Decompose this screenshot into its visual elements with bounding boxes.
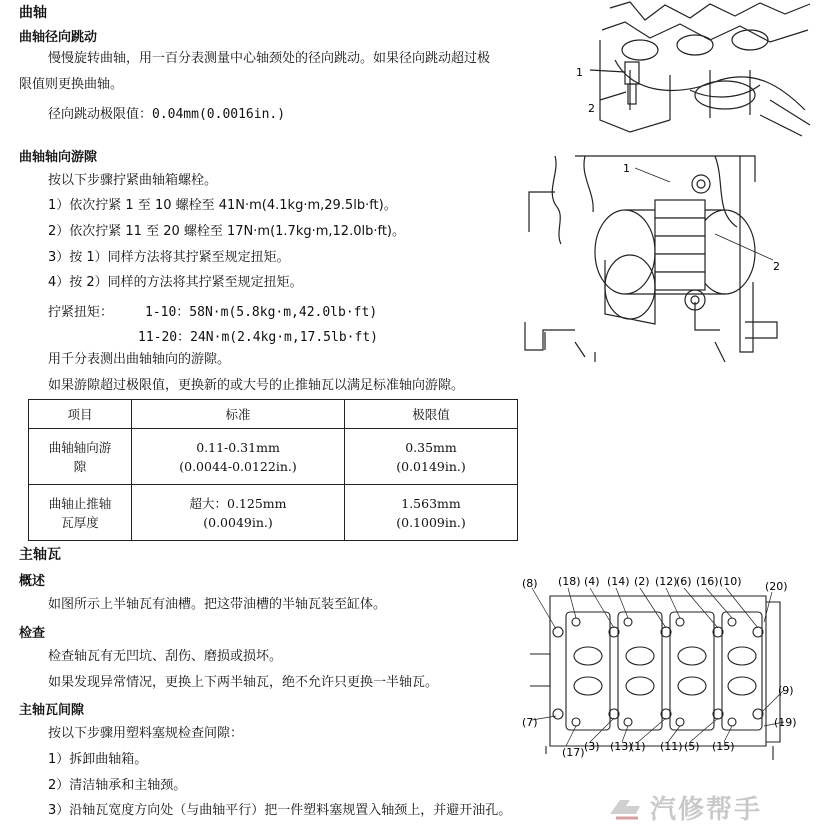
bearing-heading: 主轴瓦 xyxy=(19,547,61,563)
bolt-callout-17: (17) xyxy=(562,746,585,759)
bolt-callout-15: (15) xyxy=(712,740,735,753)
thrust-replace: 如果游隙超过极限值，更换新的或大号的止推轴瓦以满足标准轴向游隙。 xyxy=(48,378,465,393)
watermark-text: 汽修帮手 xyxy=(650,794,763,825)
runout-heading: 曲轴径向跳动 xyxy=(19,30,98,45)
table-row xyxy=(29,485,518,541)
inspect-heading: 检查 xyxy=(19,626,46,641)
table-cell-item: 曲轴轴向游 隙 xyxy=(29,429,132,485)
bolt-callout-20: (20) xyxy=(765,580,788,593)
thrust-heading: 曲轴轴向游隙 xyxy=(19,150,98,165)
clearance-step-3: 3）沿轴瓦宽度方向处（与曲轴平行）把一件塑料塞规置入轴颈上，并避开油孔。 xyxy=(48,803,512,818)
bolt-callout-11: (11) xyxy=(660,740,683,753)
bolt-callout-7: (7) xyxy=(522,716,538,729)
table-header-limit: 极限值 xyxy=(345,400,518,429)
table-cell-standard: 超大：0.125mm (0.0049in.) xyxy=(132,485,345,541)
runout-paragraph-line1: 慢慢旋转曲轴，用一百分表测量中心轴颈处的径向跳动。如果径向跳动超过极 xyxy=(48,51,491,66)
torque-spec-1: 1-10：58N·m(5.8kg·m,42.0lb·ft) xyxy=(145,305,378,320)
bolt-callout-13: (13) xyxy=(610,740,633,753)
bolt-callout-9: (9) xyxy=(778,684,794,697)
table-cell-limit: 0.35mm (0.0149in.) xyxy=(345,429,518,485)
bolt-callout-5: (5) xyxy=(684,740,700,753)
bolt-callout-19: (19) xyxy=(774,716,797,729)
runout-paragraph-line2: 限值则更换曲轴。 xyxy=(19,77,124,92)
thrust-spec-table xyxy=(28,399,518,541)
watermark xyxy=(606,786,816,828)
bolt-callout-1: (1) xyxy=(630,740,646,753)
bolt-callout-16: (16) xyxy=(696,575,719,588)
crankcase-bolt-figure xyxy=(518,574,818,762)
table-header-item: 项目 xyxy=(29,400,132,429)
bolt-callout-4: (4) xyxy=(584,575,600,588)
table-cell-limit: 1.563mm (0.1009in.) xyxy=(345,485,518,541)
thrust-measure: 用千分表测出曲轴轴向的游隙。 xyxy=(48,352,231,367)
bolt-callout-3: (3) xyxy=(584,740,600,753)
bolt-callout-8: (8) xyxy=(522,577,538,590)
runout-figure xyxy=(570,0,818,138)
thrust-step-3: 3）按 1）同样方法将其拧紧至规定扭矩。 xyxy=(48,250,290,265)
bolt-callout-12: (12) xyxy=(655,575,678,588)
table-cell-item: 曲轴止推轴 瓦厚度 xyxy=(29,485,132,541)
runout-figure-callout-1: 1 xyxy=(576,66,583,79)
inspect-text-1: 检查轴瓦有无凹坑、刮伤、磨损或损坏。 xyxy=(48,649,283,664)
bolt-callout-14: (14) xyxy=(607,575,630,588)
bolt-callout-18: (18) xyxy=(558,575,581,588)
wrench-logo-icon xyxy=(606,792,646,822)
thrust-figure xyxy=(515,152,815,364)
thrust-step-4: 4）按 2）同样的方法将其拧紧至规定扭矩。 xyxy=(48,275,303,290)
runout-limit: 径向跳动极限值：0.04mm(0.0016in.) xyxy=(48,107,286,122)
table-header-standard: 标准 xyxy=(132,400,345,429)
clearance-heading: 主轴瓦间隙 xyxy=(19,703,85,718)
thrust-figure-callout-2: 2 xyxy=(773,260,780,273)
clearance-intro: 按以下步骤用塑料塞规检查间隙： xyxy=(48,726,244,741)
clearance-step-1: 1）拆卸曲轴箱。 xyxy=(48,752,148,767)
section-title: 曲轴 xyxy=(19,5,47,21)
clearance-step-2: 2）清洁轴承和主轴颈。 xyxy=(48,778,187,793)
bolt-callout-6: (6) xyxy=(676,575,692,588)
table-row xyxy=(29,429,518,485)
overview-text: 如图所示上半轴瓦有油槽。把这带油槽的半轴瓦装至缸体。 xyxy=(48,597,387,612)
runout-figure-callout-2: 2 xyxy=(588,102,595,115)
bolt-callout-10: (10) xyxy=(719,575,742,588)
overview-heading: 概述 xyxy=(19,574,46,589)
table-cell-standard: 0.11-0.31mm (0.0044-0.0122in.) xyxy=(132,429,345,485)
torque-label: 拧紧扭矩： xyxy=(48,305,114,320)
thrust-intro: 按以下步骤拧紧曲轴箱螺栓。 xyxy=(48,173,218,188)
thrust-step-1: 1）依次拧紧 1 至 10 螺栓至 41N·m(4.1kg·m,29.5lb·ft)。 xyxy=(48,198,397,213)
thrust-step-2: 2）依次拧紧 11 至 20 螺栓至 17N·m(1.7kg·m,12.0lb·ft)。 xyxy=(48,224,405,239)
table-header-row xyxy=(29,400,518,429)
inspect-text-2: 如果发现异常情况，更换上下两半轴瓦，绝不允许只更换一半轴瓦。 xyxy=(48,675,439,690)
thrust-figure-callout-1: 1 xyxy=(623,162,630,175)
bolt-callout-2: (2) xyxy=(634,575,650,588)
torque-spec-2: 11-20：24N·m(2.4kg·m,17.5lb·ft) xyxy=(138,330,378,345)
